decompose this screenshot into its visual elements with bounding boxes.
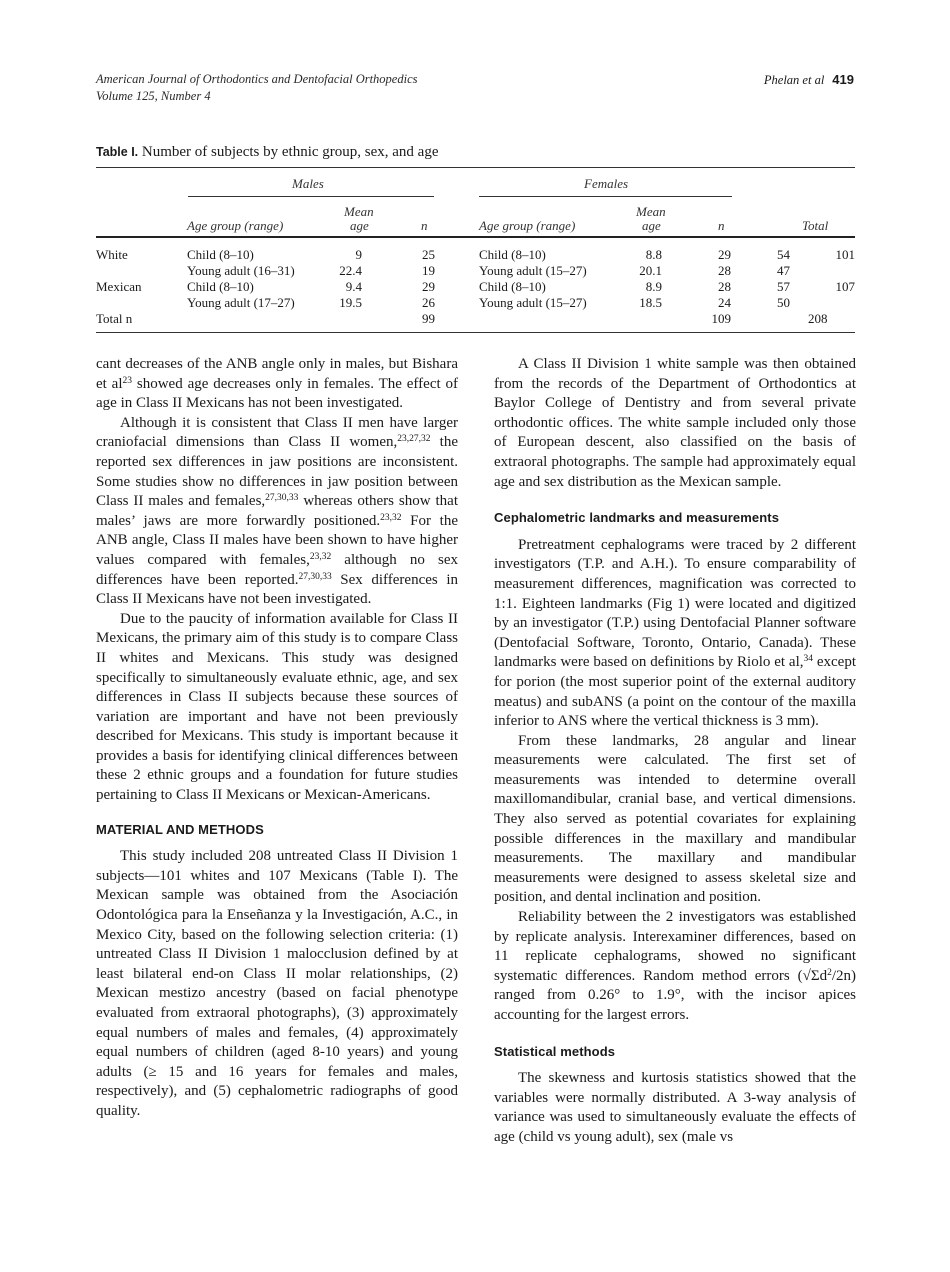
total-m-n: 99	[422, 311, 435, 326]
row2-f-n: 28	[718, 263, 731, 278]
females-header: Females	[584, 176, 629, 191]
col-mean-m-2: age	[350, 218, 369, 233]
row3-subtotal: 57	[777, 279, 790, 294]
females-span-rule	[479, 196, 732, 197]
row4-m-mean: 19.5	[339, 295, 362, 310]
col-mean-f-1: Mean	[636, 204, 666, 219]
row1-subtotal: 54	[777, 247, 790, 262]
paragraph: Due to the paucity of information available for Class II Mexicans, the primary aim of this study is to compare Class II whites and Mexicans. This study was designed specifically to simultaneously evaluate ethnic, age, and sex differences in Class II subjects because these sources of variation are important and have not been previously described for Mexicans. This study is important because it provides a basis for identifying clinical differences between these 2 ethnic groups and a foundation for future studies pertaining to Class II Mexicans or Mexican-Americans.	[96, 610, 458, 804]
row3-f-mean: 8.9	[645, 279, 662, 294]
row2-f-mean: 20.1	[639, 263, 662, 278]
row1-m-group: Child (8–10)	[187, 247, 254, 262]
table-caption	[96, 144, 438, 161]
row3-m-n: 29	[422, 279, 435, 294]
journal-volume: Volume 125, Number 4	[96, 89, 211, 103]
col-total: Total	[802, 218, 829, 233]
row3-m-group: Child (8–10)	[187, 279, 254, 294]
subjects-table	[96, 167, 855, 333]
row2-m-mean: 22.4	[339, 263, 362, 278]
row1-ethnic: White	[96, 247, 128, 262]
right-column	[494, 355, 856, 1148]
males-header: Males	[292, 176, 324, 191]
journal-name: American Journal of Orthodontics and Dentofacial Orthopedics	[96, 72, 418, 86]
table-bottom-rule	[96, 332, 855, 333]
row2-m-n: 19	[422, 263, 435, 278]
running-header-right	[764, 71, 854, 89]
row3-ethnic: Mexican	[96, 279, 142, 294]
row2-m-group: Young adult (16–31)	[187, 263, 295, 278]
row3-m-mean: 9.4	[345, 279, 362, 294]
row1-m-mean: 9	[355, 247, 362, 262]
col-mean-f-2: age	[642, 218, 661, 233]
page-number: 419	[832, 72, 854, 87]
left-column	[96, 355, 458, 1122]
row3-f-group: Child (8–10)	[479, 279, 546, 294]
row3-grouptotal: 107	[835, 279, 855, 294]
paragraph: cant decreases of the ANB angle only in males, but Bishara et $al^{23}$ showed age decreases only in females. The effect of age in Class II Mexicans has not been investigated.	[96, 356, 458, 412]
males-span-rule	[188, 196, 434, 197]
row2-subtotal: 47	[777, 263, 790, 278]
section-heading: Cephalometric landmarks and measurements	[494, 510, 780, 526]
author-running-head: Phelan et al	[763, 73, 825, 87]
row4-f-n: 24	[718, 295, 731, 310]
paragraph: From these landmarks, 28 angular and linear measurements were calculated. The first set of measurements was intended to determine overall maxillomandibular, cranial base, and vertical dimensions. They also served as potential covariates for explaining possible differences in the maxillary and mandibular measurements. The maxillary and mandibular measurements were designed to assess skeletal size and position, and dental inclination and position.	[494, 732, 856, 906]
row1-f-n: 29	[718, 247, 731, 262]
col-n-m: n	[421, 218, 428, 233]
table-title: Number of subjects by ethnic group, sex, and age	[141, 144, 439, 160]
row4-subtotal: 50	[777, 295, 790, 310]
paragraph: Although it is consistent that Class II men have larger craniofacial dimensions than Class II women,$^{23,27,32}$ the reported sex differences in jaw positions are inconsistent. Some studies show no differences in jaw position between Class II males and females,$^{27,30,33}$ whereas others show that males’ jaws are more forwardly positioned.$^{23,32}$ For the ANB angle, Class II males have been shown to have higher values compared with females,$^{23,32}$ although no sex differences have been reported.$^{27,30,33}$ Sex differences in Class II Mexicans have not been investigated.	[96, 414, 458, 608]
row4-f-mean: 18.5	[639, 295, 662, 310]
paragraph: This study included 208 untreated Class II Division 1 subjects—101 whites and 107 Mexicans (Table I). The Mexican sample was obtained from the Asociación Odontológica para la Enseñanza y la Investigación, A.C., in Mexico City, based on the following selection criteria: (1) untreated Class II Division 1 malocclusion defined by at least bilateral end-on Class II molar relationships, (2) Mexican mestizo ancestry (based on facial phenotype evaluated from extraoral photographs), (3) approximately equal numbers of males and females, (4) approximately equal numbers of children (aged 8-10 years) and young adults (≥ 15 and 16 years for females and males, respectively), and (5) cephalometric radiographs of good quality.	[96, 848, 458, 1119]
paragraph: A Class II Division 1 white sample was then obtained from the records of the Department of Orthodontics at Baylor College of Dentistry and from several private orthodontic offices. The white sample included only those of European descent, also classified on the basis of extraoral photographs. The sample had approximately equal age and sex distribution as the Mexican sample.	[494, 356, 856, 490]
table-header-rule	[96, 236, 855, 238]
row4-f-group: Young adult (15–27)	[479, 295, 587, 310]
col-age-group-f: Age group (range)	[479, 218, 576, 233]
col-n-f: n	[718, 218, 725, 233]
row3-f-n: 28	[718, 279, 731, 294]
row1-m-n: 25	[422, 247, 435, 262]
paragraph: Pretreatment cephalograms were traced by 2 different investigators (T.P. and A.H.). To ensure comparability of measurement differences, magnification was corrected to 1:1. Eighteen landmarks (Fig 1) were located and digitized by an investigator (T.P.) using Dentofacial Planner software (Dentofacial Software, Toronto, Ontario, Canada). These landmarks were based on definitions by Riolo et al,$^{34}$ except for porion (the most superior point of the external auditory meatus) and subANS (a point on the contour of the maxilla inferior to ANS where the vertical thickness is 3 mm).	[494, 536, 856, 730]
col-age-group-m: Age group (range)	[187, 218, 284, 233]
table-label: Table I.	[96, 145, 139, 159]
row1-f-mean: 8.8	[645, 247, 662, 262]
section-heading: Statistical methods	[494, 1043, 616, 1059]
table-top-rule	[96, 167, 855, 168]
row4-m-group: Young adult (17–27)	[187, 295, 295, 310]
row1-grouptotal: 101	[835, 247, 855, 262]
row2-f-group: Young adult (15–27)	[479, 263, 587, 278]
row1-f-group: Child (8–10)	[479, 247, 546, 262]
paragraph: The skewness and kurtosis statistics showed that the variables were normally distributed. A 3-way analysis of variance was used to simultaneously evaluate the effects of age (child vs young adult), sex (male vs	[494, 1070, 856, 1145]
col-mean-m-1: Mean	[344, 204, 374, 219]
total-all: 208	[808, 311, 828, 326]
total-row-label: Total n	[96, 311, 133, 326]
running-header	[96, 71, 418, 105]
total-f-n: 109	[711, 311, 731, 326]
section-heading: MATERIAL AND METHODS	[96, 821, 264, 837]
row4-m-n: 26	[422, 295, 435, 310]
paragraph: Reliability between the 2 investigators was established by replicate analysis. Interexaminer differences, based on 11 replicate cephalograms, showed no significant systematic differences. Random method errors $(√\Sigma d^2/2n)$ ranged from 0.26° to 1.9°, with the incisor apices accounting for the largest errors.	[494, 909, 856, 1023]
